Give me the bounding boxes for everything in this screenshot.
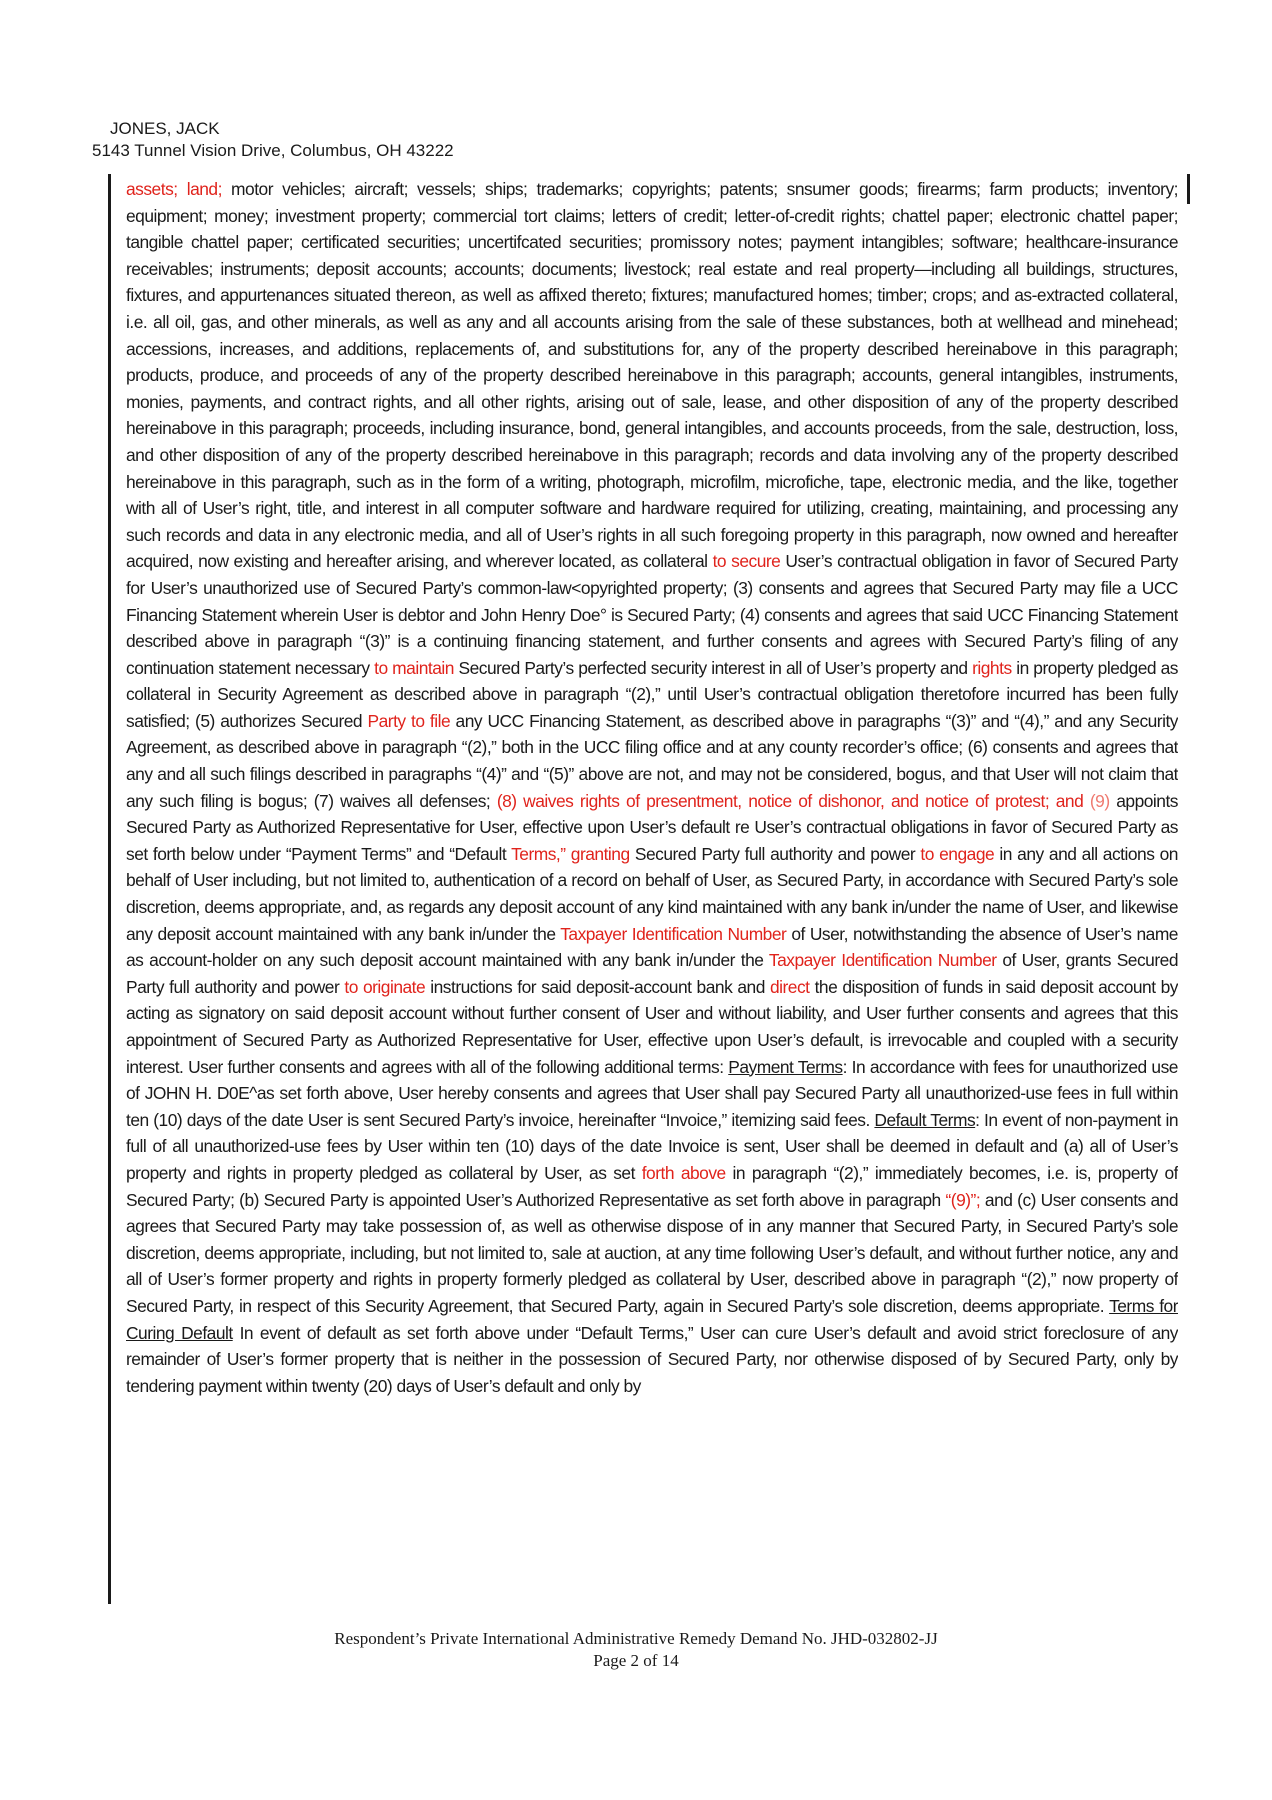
text-run: in property pledged as collateral in Security Agreement as described above in paragraph “(2),” until User’s contractual obligation theretofore incurred has been fully satisfied; (5) authorizes Secured xyxy=(126,657,1178,731)
text-run: : In accordance with fees for unauthorized use of JOHN H. D0E^as set forth above, User hereby consents and agrees that User shall pay Secured Party all unauthorized-use fees in full within ten (10) days of the date User is sent Secured Party’s invoice, hereinafter “Invoice,” itemizing said fees. xyxy=(126,1056,1178,1130)
respondent-address: 5143 Tunnel Vision Drive, Columbus, OH 43222 xyxy=(92,141,454,160)
text-run-highlight: to secure xyxy=(712,551,781,572)
text-run-highlight: (9) xyxy=(1089,790,1110,811)
text-run-highlight: “(9)”; xyxy=(945,1189,981,1210)
right-margin-bar xyxy=(1187,174,1190,204)
text-run: In event of default as set forth above under “Default Terms,” User can cure User’s default and avoid strict foreclosure of any remainder of User’s former property that is neither in the possession of Secured Party, nor otherwise disposed of by Secured Party, only by tendering payment within twenty (20) days of User’s default and only by xyxy=(126,1322,1178,1396)
text-run-highlight: direct xyxy=(769,976,810,997)
default-terms-heading: Default Terms xyxy=(874,1109,976,1130)
text-run-highlight: assets; land; xyxy=(126,179,222,199)
document-header xyxy=(92,118,454,162)
text-run: in any and all actions on behalf of User including, but not limited to, authentication of a record on behalf of User, as Secured Party, in accordance with Secured Party’s sole discretion, deems appropriate, and, as regards any deposit account of any kind maintained with any bank in/under the name of User, and likewise any deposit account maintained with any bank in/under the xyxy=(126,843,1178,944)
text-run: and (c) User consents and agrees that Secured Party may take possession of, as well as otherwise dispose of in any manner that Secured Party, in Secured Party’s sole discretion, deems appropriate, including, but not limited to, sale at auction, at any time following User’s default, and without further notice, any and all of User’s former property and rights in property formerly pledged as collateral by User, described above in paragraph “(2),” now property of Secured Party, in respect of this Security Agreement, that Secured Party, again in Secured Party’s sole discretion, deems appropriate. xyxy=(126,1189,1178,1316)
page-number: Page 2 of 14 xyxy=(593,1651,679,1670)
text-run xyxy=(1083,791,1090,811)
text-run-highlight: rights xyxy=(972,657,1012,678)
curing-default-heading: Terms for Curing Default xyxy=(126,1295,1178,1343)
text-run-highlight: Terms,” granting xyxy=(511,843,630,864)
text-run: User’s contractual obligation in favor of Secured Party for User’s unauthorized use of Secured Party’s common-law<opyrighted property; (3) consents and agrees that Secured Party may file a UCC Financing Statement wherein User is debtor and John Henry Doe° is Secured Party; (4) consents and agrees that said UCC Financing Statement described above in paragraph “(3)” is a continuing financing statement, and further consents and agrees with Secured Party’s filing of any continuation statement necessary xyxy=(126,551,1178,678)
text-run-highlight: forth above xyxy=(641,1162,726,1183)
text-run-highlight: (8) waives rights of presentment, notice of dishonor, and notice of protest; and xyxy=(496,790,1084,811)
text-run-highlight: Taxpayer Identification Number xyxy=(560,923,787,944)
payment-terms-heading: Payment Terms xyxy=(728,1056,843,1077)
text-run: Secured Party full authority and power xyxy=(629,843,921,864)
text-run-highlight: to engage xyxy=(920,843,995,864)
text-run-highlight: Taxpayer Identification Number xyxy=(768,950,997,971)
text-run-highlight: to maintain xyxy=(374,657,454,678)
text-run: Secured Party’s perfected security interest in all of User’s property and xyxy=(453,657,973,678)
respondent-name: JONES, JACK xyxy=(110,119,220,138)
text-run: in paragraph “(2),” immediately becomes, i.e. is, property of Secured Party; (b) Secured Party is appointed User’s Authorized Representative as set forth above in paragraph xyxy=(126,1162,1178,1210)
left-margin-bar xyxy=(108,174,111,1604)
text-run: any UCC Financing Statement, as described above in paragraphs “(3)” and “(4),” and any Security Agreement, as described above in paragraph “(2),” both in the UCC filing office and at any county recorder’s office; (6) consents and agrees that any and all such filings described in paragraphs “(4)” and “(5)” above are not, and may not be considered, bogus, and that User will not claim that any such filing is bogus; (7) waives all defenses; xyxy=(126,710,1178,811)
text-run: instructions for said deposit-account bank and xyxy=(425,976,770,997)
text-run: of User, grants Secured Party full authority and power xyxy=(126,950,1178,997)
text-run-highlight: Party to file xyxy=(367,710,451,731)
text-run: motor vehicles; aircraft; vessels; ships; trademarks; copyrights; patents; snsumer goods; firearms; farm products; inventory; equipment; money; investment property; commercial tort claims; letters of credit; letter-of-credit rights; chattel paper; electronic chattel paper; tangible chattel paper; certificated securities; uncertifcated securities; promissory notes; payment intangibles; software; healthcare-insurance receivables; instruments; deposit accounts; accounts; documents; livestock; real estate and real property—including all buildings, structures, fixtures, and appurtenances situated thereon, as well as affixed thereto; fixtures; manufactured homes; timber; crops; and as-extracted collateral, i.e. all oil, gas, and other minerals, as well as any and all accounts arising from the sale of these substances, both at wellhead and minehead; accessions, increases, and additions, replacements of, and substitutions for, any of the property described hereinabove in this paragraph; products, produce, and proceeds of any of the property described hereinabove in this paragraph; accounts, general intangibles, instruments, monies, payments, and contract rights, and all other rights, arising out of sale, lease, and other disposition of any of the property described hereinabove in this paragraph; proceeds, including insurance, bond, general intangibles, and accounts proceeds, from the sale, destruction, loss, and other disposition of any of the property described hereinabove in this paragraph; records and data involving any of the property described hereinabove in this paragraph, such as in the form of a writing, photograph, microfilm, microfiche, tape, electronic media, and the like, together with all of User’s right, title, and interest in all computer software and hardware required for utilizing, creating, maintaining, and processing any such records and data in any electronic media, and all of User’s rights in all such foregoing property in this paragraph, now owned and hereafter acquired, now existing and hereafter arising, and wherever located, as collateral xyxy=(126,179,1178,572)
text-run-highlight: to originate xyxy=(344,976,426,997)
agreement-body-text xyxy=(126,176,1178,1604)
text-run: of User, notwithstanding the absence of User’s name as account-holder on any such deposit account maintained with any bank in/under the xyxy=(126,923,1178,971)
text-run: : In event of non-payment in full of all unauthorized-use fees by User within ten (10) days of the date Invoice is sent, User shall be deemed in default and (a) all of User’s property and rights in property pledged as collateral by User, as set xyxy=(126,1109,1178,1183)
text-run: the disposition of funds in said deposit account by acting as signatory on said deposit account without further consent of User and without liability, and User further consents and agrees that this appointment of Secured Party as Authorized Representative for User, effective upon User’s default, is irrevocable and coupled with a security interest. User further consents and agrees with all of the following additional terms: xyxy=(126,976,1178,1077)
footer-demand-number: Respondent’s Private International Administrative Remedy Demand No. JHD-032802-JJ xyxy=(334,1629,938,1648)
text-run: appoints Secured Party as Authorized Representative for User, effective upon User’s default re User’s contractual obligations in favor of Secured Party as set forth below under “Payment Terms” and “Default xyxy=(126,790,1178,864)
page-footer xyxy=(0,1628,1272,1672)
